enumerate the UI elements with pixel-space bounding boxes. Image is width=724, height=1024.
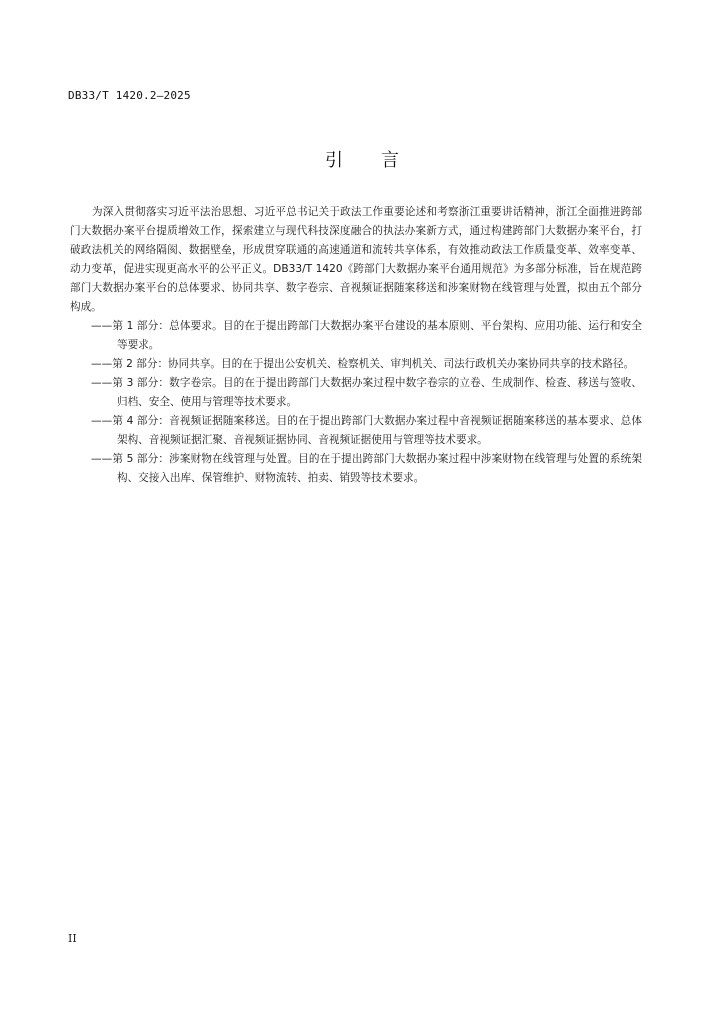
part-item-1: ——第 1 部分：总体要求。目的在于提出跨部门大数据办案平台建设的基本原则、平台架构、应用功能、运行和安全等要求。: [91, 320, 642, 351]
page-number: II: [68, 932, 77, 945]
part-item-2: ——第 2 部分：协同共享。目的在于提出公安机关、检察机关、审判机关、司法行政机关办案协同共享的技术路径。: [91, 358, 635, 370]
body-content: [70, 203, 642, 488]
standard-number: DB33/T 1420.2—2025: [68, 89, 191, 102]
part-item-3: ——第 3 部分：数字卷宗。目的在于提出跨部门大数据办案过程中数字卷宗的立卷、生成制作、检查、移送与签收、归档、安全、使用与管理等技术要求。: [91, 377, 642, 408]
part-item-4: ——第 4 部分：音视频证据随案移送。目的在于提出跨部门大数据办案过程中音视频证据随案移送的基本要求、总体架构、音视频证据汇聚、音视频证据协同、音视频证据使用与管理等技术要求。: [91, 415, 642, 446]
part-item-5: ——第 5 部分：涉案财物在线管理与处置。目的在于提出跨部门大数据办案过程中涉案财物在线管理与处置的系统架构、交接入出库、保管维护、财物流转、拍卖、销毁等技术要求。: [91, 453, 642, 484]
section-title: 引言: [325, 150, 437, 171]
intro-paragraph: 为深入贯彻落实习近平法治思想、习近平总书记关于政法工作重要论述和考察浙江重要讲话精神，浙江全面推进跨部门大数据办案平台提质增效工作，探索建立与现代科技深度融合的执法办案新方式，通过构建跨部门大数据办案平台，打破政法机关的网络隔阂、数据壁垒，形成贯穿联通的高速通道和流转共享体系，有效推动政法工作质量变革、效率变革、动力变革，促进实现更高水平的公平正义。DB33/T 1420《跨部门大数据办案平台通用规范》为多部分标准，旨在规范跨部门大数据办案平台的总体要求、协同共享、数字卷宗、音视频证据随案移送和涉案财物在线管理与处置，拟由五个部分构成。: [70, 206, 642, 313]
